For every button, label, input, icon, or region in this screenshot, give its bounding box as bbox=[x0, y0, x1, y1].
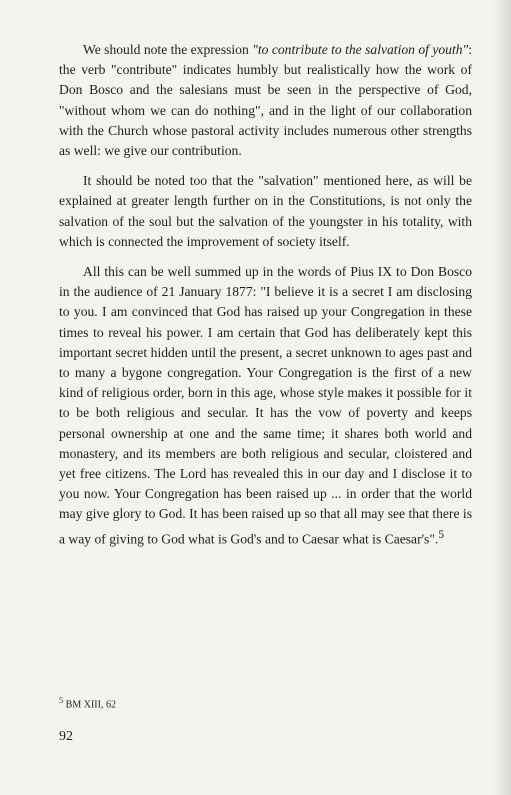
footnote bbox=[59, 696, 116, 710]
paragraph-2: It should be noted too that the "salvation" mentioned here, as will be explained at greater length further on in the Constitutions, is not only the salvation of the soul but the salvation of the youngster in his totality, with which is connected the improvement of society itself. bbox=[59, 173, 472, 249]
footnote-reference: 5 bbox=[438, 528, 444, 541]
footnote-text: BM XIII, 62 bbox=[65, 699, 116, 711]
emphasis: "to contribute to the salvation of youth" bbox=[252, 42, 469, 57]
paragraph-3: All this can be well summed up in the words of Pius IX to Don Bosco in the audience of 21 January 1877: "I believe it is a secret I am disclosing to you. I am convinced that God has raised up your Congregation in these times to reveal his power. I am certain that God has deliberately kept this important secret hidden until the present, a secret unknown to ages past and to many a bygone congregation. Your Congregation is the first of a new kind of religious order, born in this age, whose style makes it possible for it to be both religious and secular. It has the vow of poverty and keeps personal ownership at one and the same time; it shares both world and monastery, and its members are both religious and secular, cloistered and yet free citizens. The Lord has revealed this in our day and I disclose it to you now. Your Congregation has been raised up ... in order that the world may give glory to God. It has been raised up so that all may see that there is a way of giving to God what is God's and to Caesar what is Caesar's".$^5$ bbox=[59, 264, 472, 547]
page-number: 92 bbox=[59, 729, 73, 744]
footnote-marker: 5 bbox=[59, 696, 64, 705]
page-edge-shadow bbox=[493, 0, 511, 795]
paragraph-1: We should note the expression "to contribute to the salvation of youth": the verb "contribute" indicates humbly but realistically how the work of Don Bosco and the salesians must be seen in the perspective of God, "without whom we can do nothing", and in the light of our collaboration with the Church whose pastoral activity includes numerous other strengths as well: we give our contribution. bbox=[59, 42, 473, 159]
main-text bbox=[59, 40, 472, 559]
